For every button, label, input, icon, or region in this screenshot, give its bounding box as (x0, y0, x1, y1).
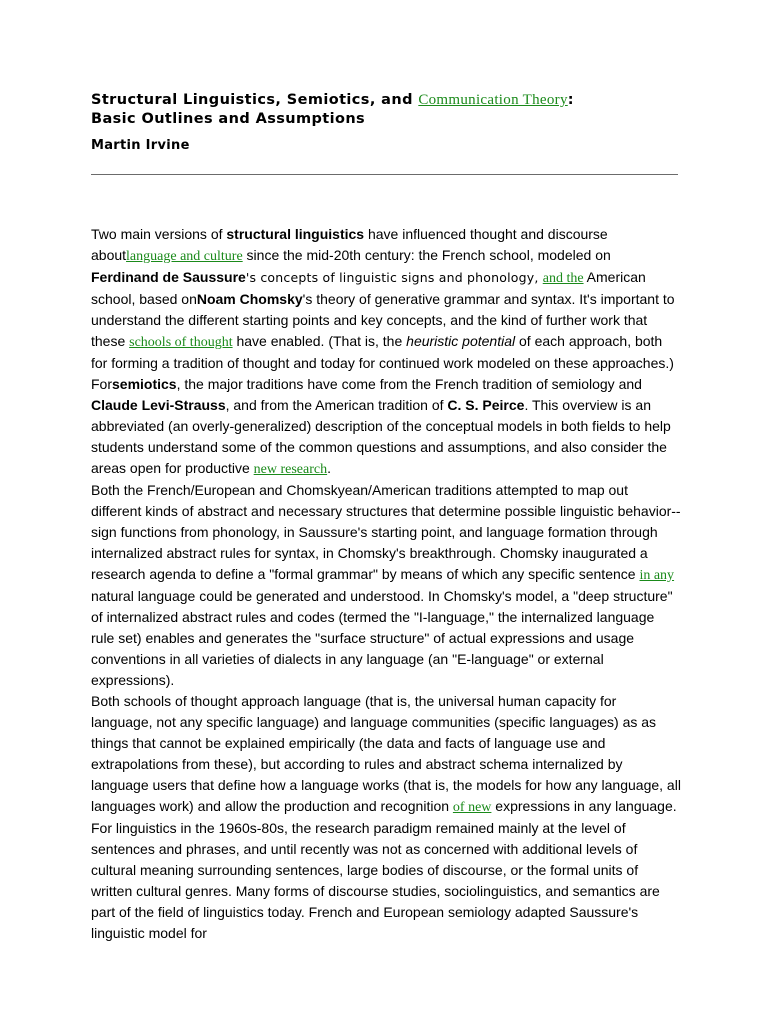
text-run: . (327, 460, 331, 476)
author-name: Martin Irvine (91, 138, 190, 153)
document-page (91, 91, 681, 944)
horizontal-divider (91, 174, 678, 175)
text-run: Both the French/European and Chomskyean/American traditions attempted to map out different kinds of abstract and necessary structures that determine possible linguistic behavior--sign functions from phonology, in Saussure's starting point, and language formation through internalized abstract rules for syntax, in Chomsky's breakthrough. Chomsky inaugurated a research agenda to define a "formal grammar" by means of which any specific sentence (91, 482, 681, 582)
text-run: 's concepts of linguistic signs and phonology, (245, 270, 543, 285)
paragraph-1 (91, 224, 681, 480)
text-run: have influenced thought and discourse about (91, 226, 608, 263)
text-run: Both schools of thought approach language (that is, the universal human capacity for language, not any specific language) and language communities (specific languages) as as things that cannot be explained empirically (the data and facts of language use and extrapolations from these), but according to rules and abstract schema internalized by language users that define how a language works (that is, the models for how any language, all languages work) and allow the production and recognition (91, 693, 681, 814)
text-run: , and from the American tradition of (225, 397, 448, 413)
text-run: American school, based on (91, 269, 646, 307)
link-and-the[interactable]: and the (542, 271, 584, 286)
bold-term: Ferdinand de Saussure (91, 269, 246, 285)
title-colon: : (567, 92, 574, 108)
text-run: Two main versions of (91, 226, 227, 242)
link-schools-of-thought[interactable]: schools of thought (129, 335, 233, 350)
title-text: Structural Linguistics, Semiotics, and (91, 92, 419, 108)
bold-term: Claude Levi-Strauss (91, 397, 226, 413)
document-title (91, 91, 678, 129)
text-run: since the mid-20th century: the French school, modeled on (242, 247, 611, 263)
link-language-and-culture[interactable]: language and culture (126, 249, 243, 264)
text-run: , the major traditions have come from the French tradition of semiology and (176, 376, 642, 392)
link-of-new[interactable]: of new (452, 800, 492, 815)
paragraph-3 (91, 691, 681, 818)
bold-term: structural linguistics (226, 226, 365, 242)
italic-term: heuristic potential (406, 333, 516, 349)
title-line-2: Basic Outlines and Assumptions (91, 111, 366, 127)
text-run: For linguistics in the 1960s-80s, the research paradigm remained mainly at the level of sentences and phrases, and until recently was not as concerned with additional levels of cultural meaning surrounding sentences, large bodies of discourse, or the formal units of written cultural genres. Many forms of discourse studies, sociolinguistics, and semantics are part of the field of linguistics today. French and European semiology adapted Saussure's linguistic model for (91, 820, 660, 941)
link-in-any[interactable]: in any (639, 568, 675, 583)
article-body (91, 224, 681, 944)
bold-term: semiotics (112, 376, 177, 392)
text-run: of each approach, both for forming a tradition of thought and today for continued work modeled on these approaches.) For (91, 333, 674, 392)
text-run: 's theory of generative grammar and syntax. It's important to understand the different starting points and key concepts, and the kind of further work that these (91, 291, 675, 349)
text-run: have enabled. (That is, the (232, 333, 407, 349)
paragraph-2 (91, 480, 681, 691)
text-run: natural language could be generated and understood. In Chomsky's model, a "deep structure" of internalized abstract rules and codes (termed the "I-language," the internalized language rule set) enables and generates the "surface structure" of actual expressions and usage conventions in all varieties of dialects in any language (an "E-language" or external expressions). (91, 588, 673, 688)
link-communication-theory[interactable]: Communication Theory (418, 92, 568, 108)
text-run: . This overview is an abbreviated (an overly-generalized) description of the conceptual models in both fields to help students understand some of the common questions and assumptions, and also consider the areas open for productive (91, 397, 671, 476)
bold-term: Noam Chomsky (196, 291, 303, 307)
paragraph-4 (91, 818, 681, 944)
text-run: expressions in any language. (491, 798, 677, 814)
bold-term: C. S. Peirce (447, 397, 525, 413)
link-new-research[interactable]: new research (253, 462, 328, 477)
